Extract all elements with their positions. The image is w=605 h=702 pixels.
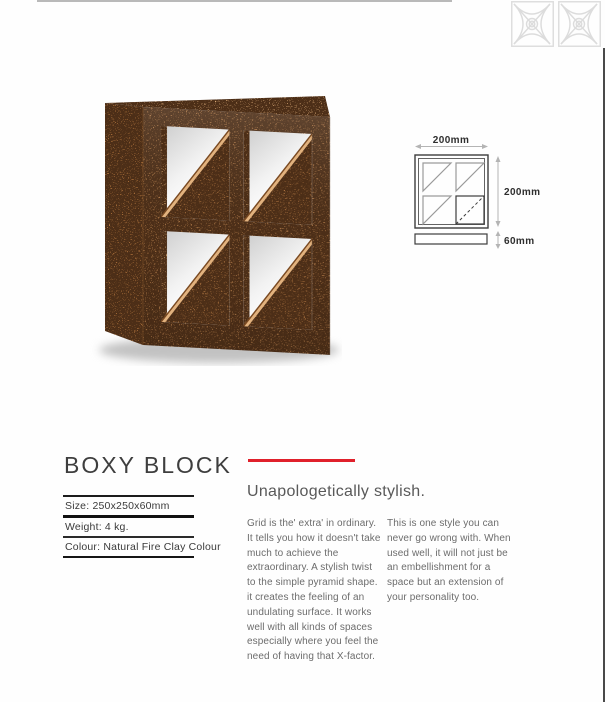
pattern-tile-icon [512, 2, 554, 47]
product-title: BOXY BLOCK [64, 452, 232, 478]
spec-row-colour: Colour: Natural Fire Clay Colour [63, 538, 194, 558]
pattern-tile-icon [559, 2, 601, 47]
diagram-height-label: 200mm [504, 187, 541, 198]
diagram-width-label: 200mm [432, 135, 470, 146]
dimension-depth-rect [415, 234, 487, 244]
spec-table [63, 495, 221, 558]
headline: Unapologetically stylish. [247, 483, 426, 500]
product-photo [86, 78, 342, 378]
dimension-diagram [398, 128, 550, 260]
depth-arrow [496, 231, 501, 249]
quadrant-section [456, 196, 484, 224]
header-rule [37, 0, 452, 2]
spec-row-size: Size: 250x250x60mm [63, 497, 194, 518]
quadrant-triangle [456, 163, 484, 191]
diagram-depth-label: 60mm [504, 236, 535, 247]
spec-row-weight: Weight: 4 kg. [63, 518, 194, 538]
description-column-1: Grid is the' extra' in ordinary. It tells you how it doesn't take much to achieve the extraordinary. A stylish twist to the simple pyramid shape. it creates the feeling of an undulating surface. It works well with all kinds of spaces especially where you feel the need of having that X-factor. [247, 518, 381, 663]
accent-rule [248, 459, 355, 462]
breeze-block-pattern-icon [511, 1, 603, 48]
block-front-face [143, 107, 330, 355]
description-column-2: This is one style you can never go wrong with. When used well, it will not just be an embellishment for a space but an extension of your personality too. [387, 518, 511, 603]
quadrant-triangle [423, 163, 451, 191]
quadrant-triangle [423, 196, 451, 224]
height-arrow [496, 156, 501, 227]
dimension-square [415, 155, 488, 228]
